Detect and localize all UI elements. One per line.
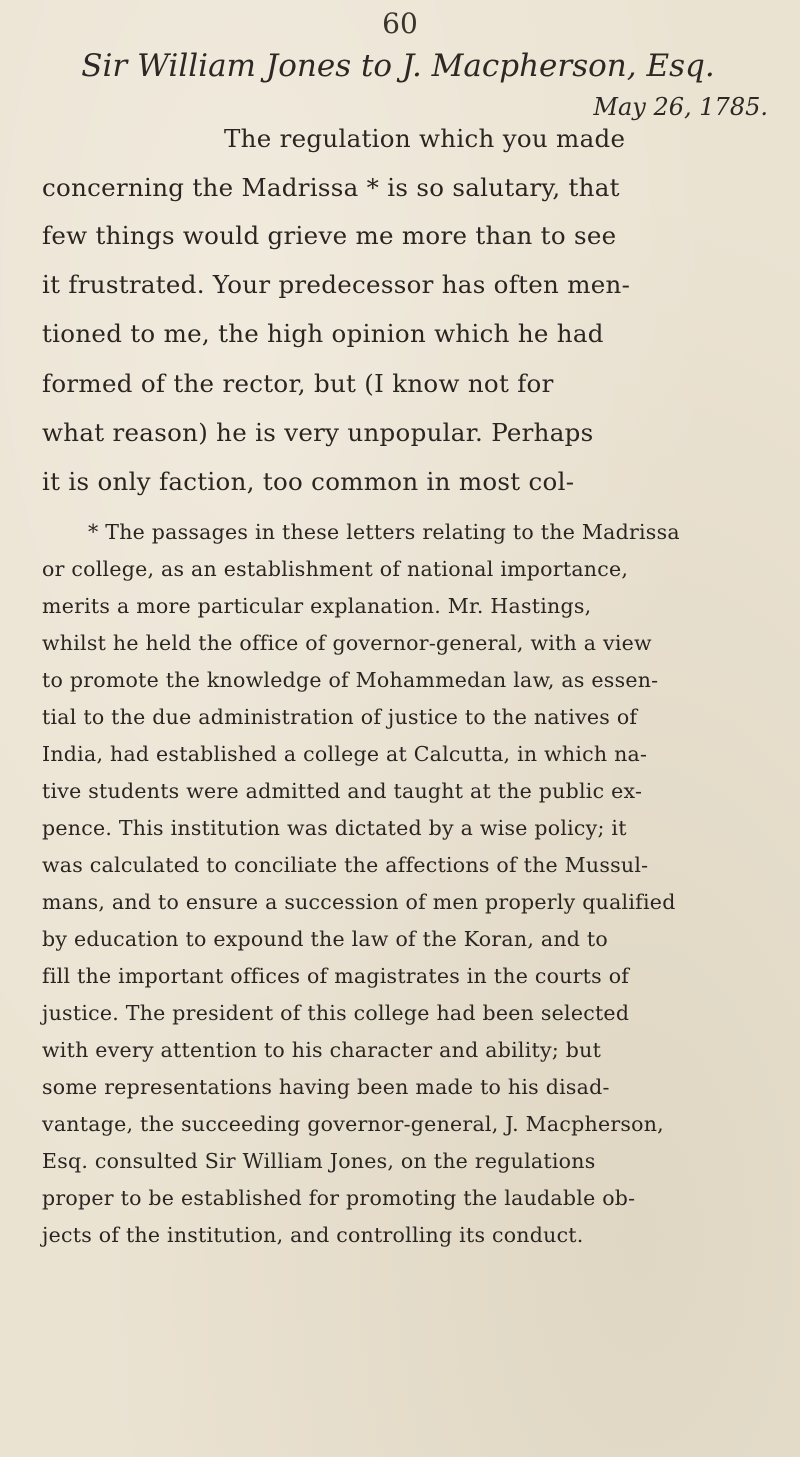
footnote-line: jects of the institution, and controlling its conduct. xyxy=(42,1223,584,1247)
footnote-line: justice. The president of this college had been selected xyxy=(42,1001,630,1025)
footnote-line: vantage, the succeeding governor-general, J. Macpherson, xyxy=(42,1112,664,1136)
letter-line: few things would grieve me more than to see xyxy=(42,221,617,250)
letter-line: tioned to me, the high opinion which he had xyxy=(42,319,604,348)
footnote-line: fill the important offices of magistrates in the courts of xyxy=(42,964,630,988)
footnote-line: tive students were admitted and taught at the public ex- xyxy=(42,779,643,803)
footnote-line: pence. This institution was dictated by a wise policy; it xyxy=(42,816,627,840)
letter-heading: Sir William Jones to J. Macpherson, Esq. xyxy=(81,48,715,84)
letter-date: May 26, 1785. xyxy=(593,93,768,121)
letter-line: it frustrated. Your predecessor has often men- xyxy=(42,270,631,299)
footnote-line: whilst he held the office of governor-general, with a view xyxy=(42,631,652,655)
letter-line: formed of the rector, but (I know not for xyxy=(42,369,554,398)
footnote-line: merits a more particular explanation. Mr. Hastings, xyxy=(42,594,592,618)
footnote-line: India, had established a college at Calcutta, in which na- xyxy=(42,742,648,766)
footnote-line: proper to be established for promoting the laudable ob- xyxy=(42,1186,636,1210)
footnote-line: by education to expound the law of the Koran, and to xyxy=(42,927,609,951)
letter-line: The regulation which you made xyxy=(224,124,626,153)
page-number: 60 xyxy=(382,7,418,40)
letter-line: concerning the Madrissa * is so salutary, that xyxy=(42,173,620,202)
footnote-line: Esq. consulted Sir William Jones, on the regulations xyxy=(42,1149,596,1173)
footnote-line: * The passages in these letters relating to the Madrissa xyxy=(88,520,680,544)
footnote-line: with every attention to his character and ability; but xyxy=(42,1038,602,1062)
footnote-line: or college, as an establishment of national importance, xyxy=(42,557,629,581)
letter-line: it is only faction, too common in most col- xyxy=(42,467,575,496)
letter-line: what reason) he is very unpopular. Perhaps xyxy=(42,418,594,447)
footnote-line: mans, and to ensure a succession of men properly qualified xyxy=(42,890,676,914)
footnote-line: some representations having been made to his disad- xyxy=(42,1075,610,1099)
footnote-line: was calculated to conciliate the affections of the Mussul- xyxy=(42,853,649,877)
footnote-line: to promote the knowledge of Mohammedan law, as essen- xyxy=(42,668,659,692)
footnote-line: tial to the due administration of justice to the natives of xyxy=(42,705,638,729)
